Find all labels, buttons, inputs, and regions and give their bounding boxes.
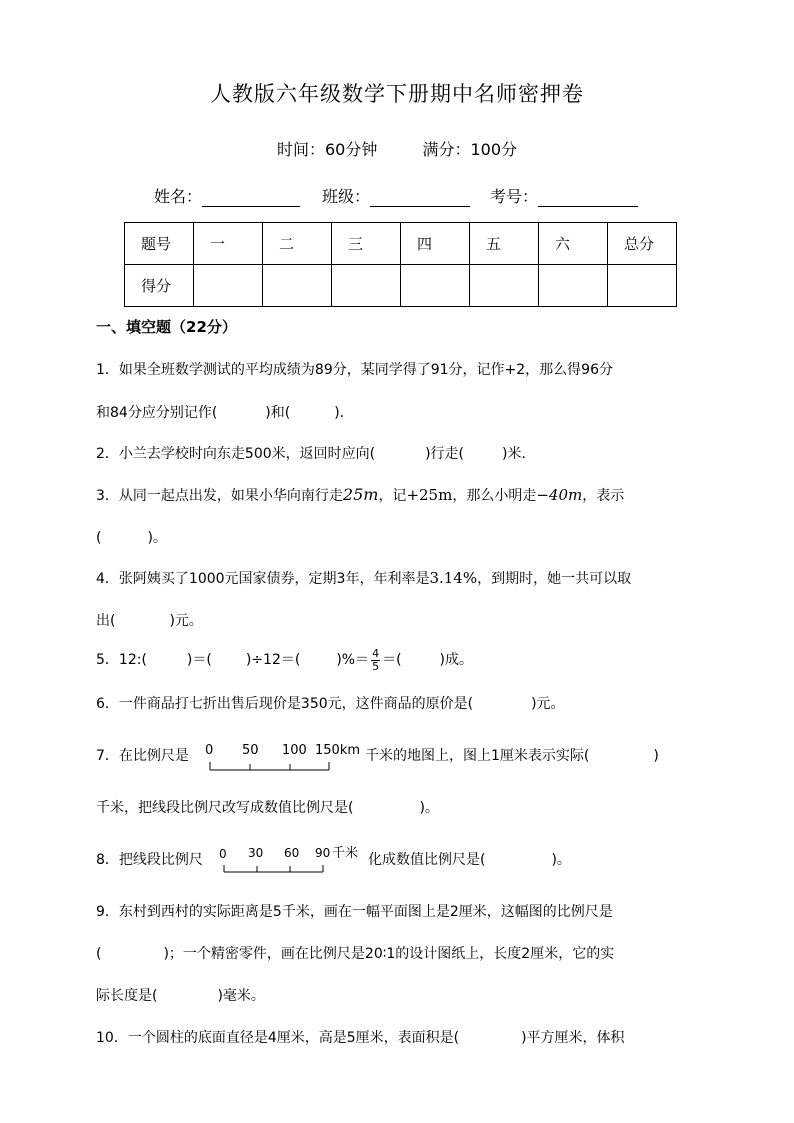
question-1-line-2 xyxy=(96,402,354,422)
exam-time: 时间：60分钟 xyxy=(276,140,378,159)
math-expression: 25m xyxy=(342,485,379,504)
math-expression: −40m xyxy=(536,486,583,504)
question-text: )；一个精密零件，画在比例尺是20∶1的设计图纸上，长度2厘米，它的实 xyxy=(163,946,615,962)
question-3-line-1 xyxy=(96,485,624,505)
question-text: 5．12:( xyxy=(96,652,147,668)
page-title: 人教版六年级数学下册期中名师密押卷 xyxy=(210,82,584,106)
question-text: )。 xyxy=(419,800,439,816)
question-text: )＝( xyxy=(186,652,212,668)
question-text: 10．一个圆柱的底面直径是4厘米，高是5厘米，表面积是( xyxy=(96,1030,460,1046)
header-cell: 四 xyxy=(401,223,470,265)
question-text: )元。 xyxy=(169,613,203,629)
scale-tick-label: 0 xyxy=(205,743,214,758)
question-text: )成。 xyxy=(439,652,474,668)
question-1-line-1: 1．如果全班数学测试的平均成绩为89分，某同学得了91分，记作+2，那么得96分 xyxy=(96,362,613,378)
question-text: ，记 xyxy=(378,488,407,504)
question-4-line-1 xyxy=(96,568,631,588)
question-text: )毫米。 xyxy=(217,988,265,1004)
question-text: )． xyxy=(334,405,354,421)
name-label: 姓名： xyxy=(154,187,203,206)
scale-tick-label: 60 xyxy=(284,846,300,860)
question-6 xyxy=(96,693,565,713)
score-cell[interactable] xyxy=(194,265,263,307)
question-9-line-1: 9．东村到西村的实际距离是5千米，画在一幅平面图上是2厘米，这幅图的比例尺是 xyxy=(96,904,613,920)
question-5 xyxy=(96,645,473,675)
line-scale-7 xyxy=(202,738,362,778)
question-text: 千米的地图上，图上1厘米表示实际( xyxy=(365,748,590,764)
question-text: )元。 xyxy=(531,696,565,712)
header-cell: 题号 xyxy=(125,223,194,265)
question-10 xyxy=(96,1027,625,1047)
header-cell: 三 xyxy=(332,223,401,265)
question-text: )%＝ xyxy=(336,652,370,668)
question-text: ，表示 xyxy=(582,488,625,504)
question-text: ( xyxy=(96,530,102,546)
exam-number-field[interactable] xyxy=(490,184,638,207)
score-table xyxy=(124,222,677,307)
section-heading: 一、填空题（22分） xyxy=(96,318,237,336)
scale-tick-label: 50 xyxy=(242,743,259,758)
scale-tick-label: 90 xyxy=(315,846,331,860)
class-blank[interactable] xyxy=(370,188,470,207)
question-9-line-3 xyxy=(96,985,265,1005)
question-text: )。 xyxy=(147,530,167,546)
exam-full-score: 满分：100分 xyxy=(422,140,517,159)
question-3-line-2 xyxy=(96,527,167,547)
class-field[interactable] xyxy=(322,184,470,207)
class-label: 班级： xyxy=(322,187,371,206)
question-8-line-1b xyxy=(368,849,571,869)
question-text: )。 xyxy=(551,852,571,868)
fraction-denominator: 5 xyxy=(372,659,380,673)
question-text: )米． xyxy=(502,446,536,462)
score-cell[interactable] xyxy=(608,265,677,307)
question-8-line-1 xyxy=(96,849,203,869)
scale-tick-label: 0 xyxy=(219,847,227,861)
question-text: 8．把线段比例尺 xyxy=(96,852,203,868)
line-scale-8 xyxy=(215,842,367,882)
question-text: 化成数值比例尺是( xyxy=(368,852,486,868)
question-text: 7．在比例尺是 xyxy=(96,748,189,764)
score-cell[interactable] xyxy=(332,265,401,307)
question-text: ( xyxy=(96,946,102,962)
score-header-row xyxy=(125,223,677,265)
header-cell: 二 xyxy=(263,223,332,265)
question-text: ＝( xyxy=(382,652,402,668)
math-expression: 3.14% xyxy=(429,569,478,587)
name-blank[interactable] xyxy=(202,188,300,207)
score-row-label: 得分 xyxy=(125,265,194,307)
score-row xyxy=(125,265,677,307)
question-text: 6．一件商品打七折出售后现价是350元，这件商品的原价是( xyxy=(96,696,474,712)
question-text: 和84分应分别记作( xyxy=(96,405,218,421)
fraction xyxy=(371,648,380,673)
question-text: )和( xyxy=(265,405,291,421)
score-cell[interactable] xyxy=(263,265,332,307)
question-text: 4．张阿姨买了1000元国家债券，定期3年，年利率是 xyxy=(96,571,430,587)
question-text: ，到期时，她一共可以取 xyxy=(477,571,632,587)
number-label: 考号： xyxy=(490,187,539,206)
question-2 xyxy=(96,443,536,463)
question-9-line-2 xyxy=(96,943,614,963)
exam-meta xyxy=(0,137,794,160)
question-text: )平方厘米，体积 xyxy=(521,1030,625,1046)
question-text: 际长度是( xyxy=(96,988,158,1004)
question-text: 千米，把线段比例尺改写成数值比例尺是( xyxy=(96,800,354,816)
header-cell: 六 xyxy=(539,223,608,265)
header-cell: 一 xyxy=(194,223,263,265)
score-cell[interactable] xyxy=(470,265,539,307)
score-cell[interactable] xyxy=(539,265,608,307)
scale-tick-label: 150km xyxy=(315,743,361,758)
fraction-numerator: 4 xyxy=(372,646,380,660)
header-cell: 五 xyxy=(470,223,539,265)
number-blank[interactable] xyxy=(538,188,638,207)
scale-tick-label: 30 xyxy=(248,846,264,860)
scale-tick-label: 100 xyxy=(282,743,307,758)
question-text: ) xyxy=(653,748,659,764)
math-expression: +25m xyxy=(406,486,453,504)
question-text: ，那么小明走 xyxy=(452,488,537,504)
question-text: )行走( xyxy=(425,446,465,462)
question-text: )÷12＝( xyxy=(245,652,301,668)
header-cell: 总分 xyxy=(608,223,677,265)
score-cell[interactable] xyxy=(401,265,470,307)
question-text: 2．小兰去学校时向东走500米，返回时应向( xyxy=(96,446,376,462)
question-7-line-1 xyxy=(96,745,189,765)
question-text: 3．从同一起点出发，如果小华向南行走 xyxy=(96,488,343,504)
question-7-line-2 xyxy=(96,797,439,817)
question-7-line-1b xyxy=(365,745,659,765)
scale-unit: 千米 xyxy=(332,846,359,861)
name-field[interactable] xyxy=(154,184,300,207)
question-text: 出( xyxy=(96,613,116,629)
question-4-line-2 xyxy=(96,610,203,630)
